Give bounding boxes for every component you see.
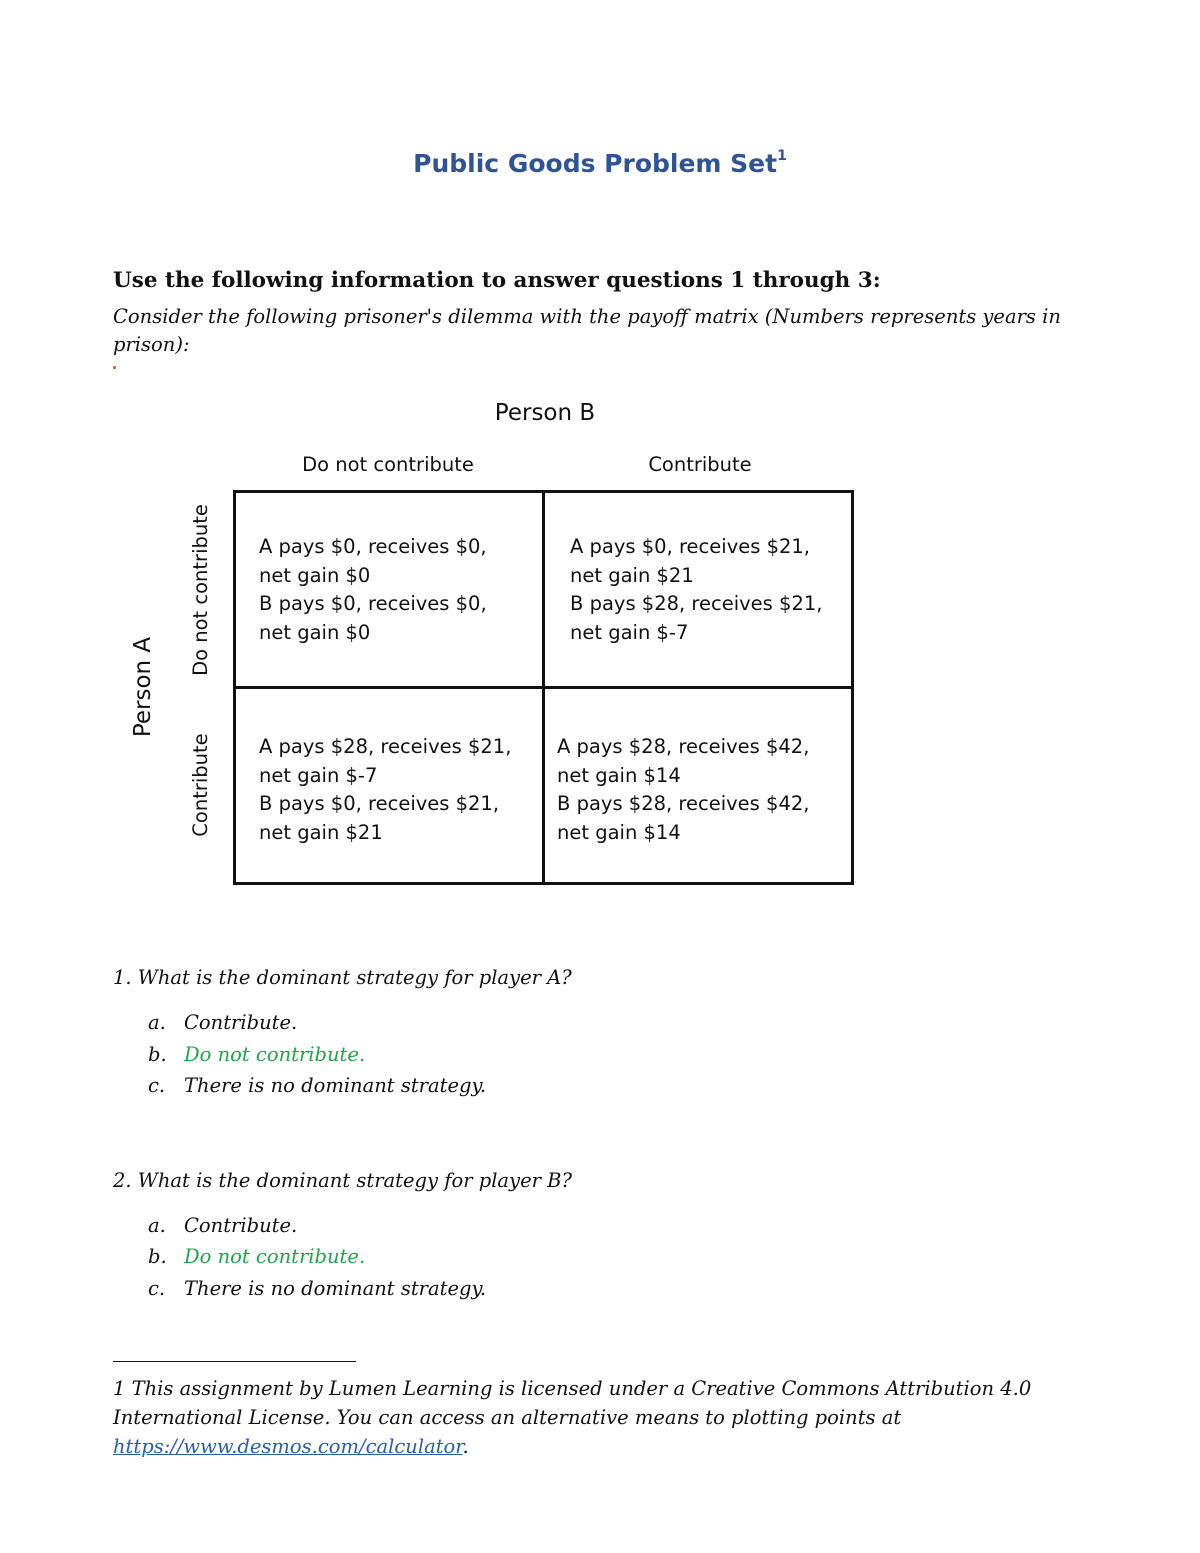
footnote-mark: 1 <box>777 148 787 164</box>
page-title: Public Goods Problem Set$^1$ <box>413 148 787 178</box>
footnote: 1 This assignment by Lumen Learning is licensed under a Creative Commons Attribution 4.0 International License. You can access an alternative means to plotting points at https://www.desmos.com/calculator. <box>113 1377 1032 1458</box>
question-2: 2. What is the dominant strategy for player B? <box>113 1169 572 1192</box>
decorative-mark <box>113 366 116 369</box>
correct-answer: Do not contribute. <box>184 1043 366 1066</box>
question-1-option-b: b. Do not contribute. <box>148 1043 366 1066</box>
question-1: 1. What is the dominant strategy for player A? <box>113 966 572 989</box>
row-header-contribute: Contribute <box>189 733 212 837</box>
matrix-cell: A pays $0, receives $21, net gain $21 B pays $28, receives $21, net gain $-7 <box>570 535 823 644</box>
matrix-cell: A pays $28, receives $21, net gain $-7 B pays $0, receives $21, net gain $21 <box>259 735 512 844</box>
correct-answer: Do not contribute. <box>184 1245 366 1268</box>
matrix-divider-horizontal <box>233 686 854 689</box>
footnote-separator <box>113 1361 356 1362</box>
person-a-label: Person A <box>130 636 156 738</box>
intro-text: Consider the following prisoner's dilemma with the payoff matrix (Numbers represents years in prison): <box>113 305 1061 356</box>
matrix-cell: A pays $0, receives $0, net gain $0 B pays $0, receives $0, net gain $0 <box>259 535 487 644</box>
col-header-do-not-contribute: Do not contribute <box>302 453 474 476</box>
desmos-link[interactable]: https://www.desmos.com/calculator <box>113 1435 463 1458</box>
person-b-label: Person B <box>494 400 596 426</box>
col-header-contribute: Contribute <box>648 453 752 476</box>
question-2-option-b: b. Do not contribute. <box>148 1245 366 1268</box>
question-2-option-c: c. There is no dominant strategy. <box>148 1277 487 1300</box>
question-1-option-c: c. There is no dominant strategy. <box>148 1074 487 1097</box>
question-2-option-a: a. Contribute. <box>148 1214 298 1237</box>
section-heading: Use the following information to answer questions 1 through 3: <box>113 268 881 293</box>
matrix-cell: A pays $28, receives $42, net gain $14 B pays $28, receives $42, net gain $14 <box>557 735 810 844</box>
row-header-do-not-contribute: Do not contribute <box>189 504 212 676</box>
question-1-option-a: a. Contribute. <box>148 1011 298 1034</box>
